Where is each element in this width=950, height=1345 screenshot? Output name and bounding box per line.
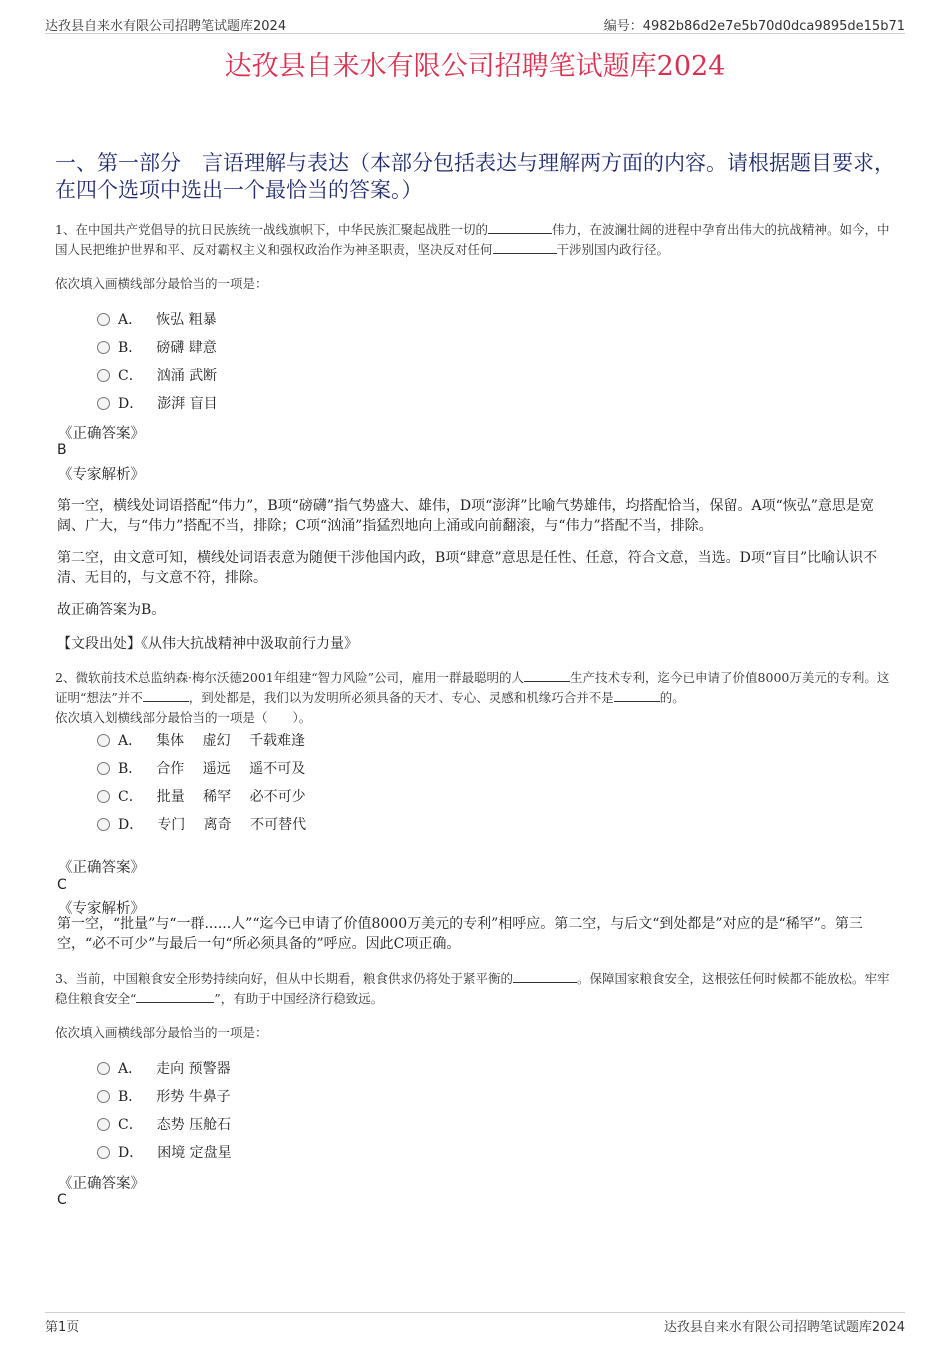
fill-blank (488, 221, 552, 234)
radio-icon[interactable] (97, 341, 110, 354)
q2-option-b[interactable]: B． 合作 遥远 遥不可及 (97, 755, 306, 783)
q3-answer-label: 《正确答案》 (58, 1176, 145, 1192)
fill-blank (143, 689, 189, 702)
q1-options (97, 306, 218, 418)
radio-icon[interactable] (97, 818, 110, 831)
q2-answer-label: 《正确答案》 (58, 860, 145, 876)
q1-analysis-p2: 第二空，由文意可知，横线处词语表意为随便干涉他国内政，B项“肆意”意思是任性、任意，符合文意，当选。D项“盲目”比喻认识不清、无目的，与文意不符，排除。 (57, 550, 878, 586)
radio-icon[interactable] (97, 397, 110, 410)
q2-analysis: 第一空，“批量”与“一群......人”“迄今已申请了价值8000万美元的专利”相呼应。第二空，与后文“到处都是”对应的是“稀罕”。第三空，“必不可少”与最后一句“所必须具备的”呼应。因此C项正确。 (57, 916, 863, 952)
q3-stem: 3、当前，中国粮食安全形势持续向好，但从中长期看，粮食供求仍将处于紧平衡的 。保障国家粮食安全，这根弦任何时候都不能放松。牢牢稳住粮食安全“ ”，有助于中国经济行稳致远。 (55, 971, 890, 1006)
q1-analysis-label: 《专家解析》 (58, 467, 145, 483)
header-doc-id: 编号：4982b86d2e7e5b70d0dca9895de15b71 (603, 19, 905, 34)
q2-options (97, 727, 306, 839)
radio-icon[interactable] (97, 369, 110, 382)
radio-icon[interactable] (97, 1118, 110, 1131)
q3-prompt: 依次填入画横线部分最恰当的一项是： (55, 1025, 268, 1040)
radio-icon[interactable] (97, 790, 110, 803)
q1-option-b[interactable]: B． 磅礴 肆意 (97, 334, 218, 362)
q1-stem (55, 220, 897, 260)
radio-icon[interactable] (97, 1146, 110, 1159)
q2-prompt: 依次填入划横线部分最恰当的一项是（ ）。 (55, 710, 312, 725)
fill-blank (136, 990, 214, 1003)
q1-stem-part: 干涉别国内政行径。 (556, 242, 670, 257)
section-title: 一、第一部分 言语理解与表达（本部分包括表达与理解两方面的内容。请根据题目要求，在四个选项中选出一个最恰当的答案。） (55, 151, 895, 202)
page-title: 达孜县自来水有限公司招聘笔试题库2024 (224, 51, 726, 82)
page-number: 第1页 (45, 1320, 80, 1335)
q2-answer: C (57, 877, 67, 893)
page-header (45, 15, 905, 34)
q2-option-d[interactable]: D． 专门 离奇 不可替代 (97, 811, 306, 839)
fill-blank (524, 669, 570, 682)
q1-option-c[interactable]: C． 汹涌 武断 (97, 362, 218, 390)
q3-option-a[interactable]: A． 走向 预警器 (97, 1055, 232, 1083)
q2-stem: 2、微软前技术总监纳森·梅尔沃德2001年组建“智力风险”公司，雇用一群最聪明的人 生产技术专利，迄今已申请了价值8000万美元的专利。这证明“想法”并不 ，到处都是，我们以为发明所必须具备的天才、专心、灵感和机缘巧合并不是 的。 (55, 670, 890, 705)
q3-option-d[interactable]: D． 困境 定盘星 (97, 1139, 232, 1167)
q1-answer-label: 《正确答案》 (58, 426, 145, 442)
page-footer (45, 1312, 905, 1333)
radio-icon[interactable] (97, 313, 110, 326)
q1-option-a[interactable]: A． 恢弘 粗暴 (97, 306, 218, 334)
q3-options (97, 1055, 232, 1167)
q1-analysis-p1: 第一空，横线处词语搭配“伟力”，B项“磅礴”指气势盛大、雄伟，D项“澎湃”比喻气势雄伟，均搭配恰当，保留。A项“恢弘”意思是宽阔、广大，与“伟力”搭配不当，排除；C项“汹涌”指猛烈地向上涌或向前翻滚，与“伟力”搭配不当，排除。 (57, 498, 874, 534)
radio-icon[interactable] (97, 1090, 110, 1103)
q3-answer: C (57, 1192, 67, 1208)
q2-analysis-label: 《专家解析》 (58, 901, 145, 917)
header-doc-title: 达孜县自来水有限公司招聘笔试题库2024 (45, 19, 287, 34)
radio-icon[interactable] (97, 734, 110, 747)
q1-stem-part: 1、在中国共产党倡导的抗日民族统一战线旗帜下，中华民族汇聚起战胜一切的 (55, 222, 488, 237)
q1-analysis-p3: 故正确答案为B。 (57, 602, 166, 618)
q3-option-b[interactable]: B． 形势 牛鼻子 (97, 1083, 232, 1111)
q1-stem-part: 伟力，在波澜壮阔的进程中孕育出伟大的抗战精神。如今，中国人民把维护世界和平、反对霸权主义和强权政治作为神圣职责，坚决反对任何 (55, 222, 890, 257)
q1-source: 【文段出处】《从伟大抗战精神中汲取前行力量》 (57, 636, 358, 652)
fill-blank (493, 241, 557, 254)
fill-blank (614, 689, 660, 702)
footer-doc-title: 达孜县自来水有限公司招聘笔试题库2024 (663, 1320, 905, 1335)
q1-answer: B (57, 442, 67, 458)
radio-icon[interactable] (97, 762, 110, 775)
fill-blank (513, 970, 577, 983)
q1-prompt: 依次填入画横线部分最恰当的一项是： (55, 276, 268, 291)
q1-option-d[interactable]: D． 澎湃 盲目 (97, 390, 218, 418)
q2-option-a[interactable]: A． 集体 虚幻 千载难逢 (97, 727, 306, 755)
radio-icon[interactable] (97, 1062, 110, 1075)
q2-option-c[interactable]: C． 批量 稀罕 必不可少 (97, 783, 306, 811)
q3-option-c[interactable]: C． 态势 压舱石 (97, 1111, 232, 1139)
